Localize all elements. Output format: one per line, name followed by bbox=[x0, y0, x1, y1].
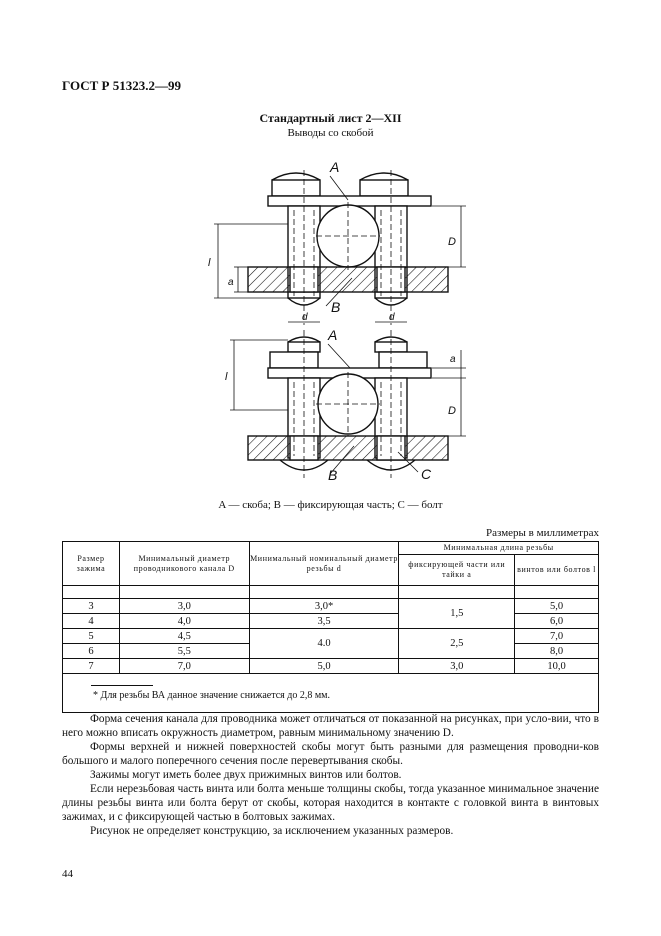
table-row: 3 3,0 3,0* 1,5 5,0 bbox=[63, 599, 599, 614]
paragraph: Зажимы могут иметь более двух прижимных винтов или болтов. bbox=[90, 769, 402, 781]
label-a-bottom: A bbox=[328, 327, 338, 343]
page-number: 44 bbox=[62, 868, 73, 880]
table-footnote: * Для резьбы ВА данное значение снижается до 2,8 мм. bbox=[63, 674, 599, 713]
terminal-drawing bbox=[200, 140, 490, 496]
label-a-small-bottom: a bbox=[450, 354, 456, 365]
units-note: Размеры в миллиметрах bbox=[486, 527, 599, 539]
table-row: 6 5,5 8,0 bbox=[63, 644, 599, 659]
label-b-top: B bbox=[331, 299, 341, 315]
label-d-small-top-right: d bbox=[389, 312, 395, 323]
label-c-bottom: C bbox=[421, 466, 432, 482]
dimensions-table bbox=[62, 541, 599, 713]
paragraph: Если нерезьбовая часть винта или болта меньше толщины скобы, тогда указанное минимальное значение длины резьбы винта или болта берут от скобы, которая находится в контакте с головкой винта в винтовых зажимах, и с фиксирующей частью в болтовых зажимах. bbox=[62, 783, 599, 823]
header-screws: винтов или болтов l bbox=[515, 555, 599, 586]
sheet-subtitle: Выводы со скобой bbox=[287, 127, 374, 139]
label-d-small-top-left: d bbox=[302, 312, 308, 323]
header-min-thread-length: Минимальная длина резьбы bbox=[399, 542, 599, 555]
document-header: ГОСТ Р 51323.2—99 bbox=[62, 78, 181, 93]
paragraph: Формы верхней и нижней поверхностей скобы могут быть разными для размещения проводни-ков большого и малого поперечного сечения после перевертывания скобы. bbox=[62, 741, 599, 767]
label-b-bottom: B bbox=[328, 467, 338, 483]
body-text bbox=[62, 712, 599, 838]
header-size: Размер зажима bbox=[63, 542, 120, 586]
label-a-small-top: a bbox=[228, 277, 234, 288]
label-l-bottom: l bbox=[225, 371, 228, 383]
label-d-top: D bbox=[448, 236, 456, 248]
paragraph: Форма сечения канала для проводника может отличаться от показанной на рисунках, при усло-вии, что в него можно вписать окружность диаметром, равным минимальному значению D. bbox=[62, 713, 599, 739]
figure-legend: A — скоба; B — фиксирующая часть; C — болт bbox=[218, 499, 443, 511]
paragraph: Рисунок не определяет конструкцию, за исключением указанных размеров. bbox=[90, 825, 454, 837]
header-min-channel: Минимальный диаметр проводникового канала D bbox=[119, 542, 249, 586]
header-fix-part: фиксирующей части или тайки a bbox=[399, 555, 515, 586]
table-row: 4 4,0 3,5 6,0 bbox=[63, 614, 599, 629]
label-d-bottom: D bbox=[448, 405, 456, 417]
sheet-title: Стандартный лист 2—XII bbox=[259, 111, 402, 125]
header-min-thread: Минимальный номинальный диаметр резьбы d bbox=[249, 542, 399, 586]
label-l-top: l bbox=[208, 257, 211, 269]
table-row: 5 4,5 4.0 2,5 7,0 bbox=[63, 629, 599, 644]
label-a-top: A bbox=[330, 159, 340, 175]
table-row: 7 7,0 5,0 3,0 10,0 bbox=[63, 659, 599, 674]
